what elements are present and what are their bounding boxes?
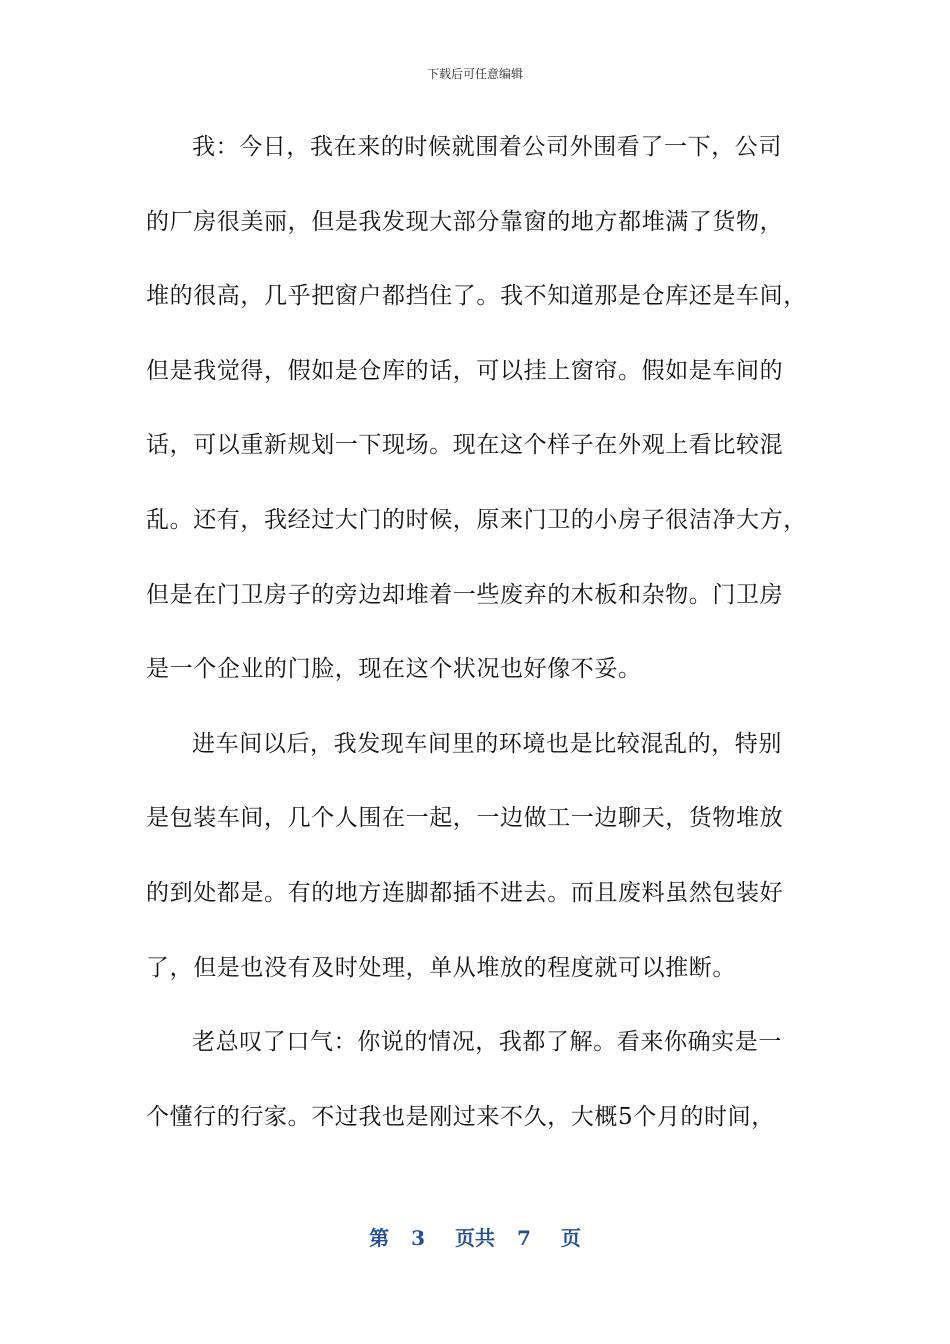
text-line: 进车间以后，我发现车间里的环境也是比较混乱的，特别 <box>192 730 782 757</box>
text-line: 的厂房很美丽，但是我发现大部分靠窗的地方都堆满了货物， <box>146 208 784 235</box>
footer-total-pages: 7 <box>517 1226 531 1250</box>
footer-page-number: 3 <box>411 1226 425 1250</box>
footer-middle: 页共 <box>455 1226 495 1250</box>
text-line: 老总叹了口气：你说的情况，我都了解。看来你确实是一 <box>192 1029 782 1056</box>
text-line: 个懂行的行家。不过我也是刚过来不久，大概5个月的时间， <box>146 1103 775 1130</box>
text-line: 乱。还有，我经过大门的时候，原来门卫的小房子很洁净大方， <box>146 506 807 533</box>
footer-prefix: 第 <box>369 1226 390 1250</box>
footer-suffix: 页 <box>560 1226 581 1250</box>
text-line: 但是在门卫房子的旁边却堆着一些废弃的木板和杂物。门卫房 <box>146 581 784 608</box>
text-line: 话，可以重新规划一下现场。现在这个样子在外观上看比较混 <box>146 432 784 459</box>
text-line: 但是我觉得，假如是仓库的话，可以挂上窗帘。假如是车间的 <box>146 357 784 384</box>
text-line: 是一个企业的门脸，现在这个状况也好像不妥。 <box>146 656 642 683</box>
page-footer <box>0 1224 950 1252</box>
text-line: 了，但是也没有及时处理，单从堆放的程度就可以推断。 <box>146 954 736 981</box>
text-line: 我：今日，我在来的时候就围着公司外围看了一下，公司 <box>192 134 782 160</box>
text-line: 的到处都是。有的地方连脚都插不进去。而且废料虽然包装好 <box>146 879 784 906</box>
text-line: 堆的很高，几乎把窗户都挡住了。我不知道那是仓库还是车间， <box>146 283 807 310</box>
text-line: 是包装车间，几个人围在一起，一边做工一边聊天，货物堆放 <box>146 805 784 832</box>
document-body <box>146 124 807 1168</box>
paragraph-2 <box>146 721 796 1019</box>
paragraph-1 <box>146 124 807 721</box>
paragraph-3 <box>146 1019 796 1168</box>
page-header: 下载后可任意编辑 <box>426 67 523 81</box>
